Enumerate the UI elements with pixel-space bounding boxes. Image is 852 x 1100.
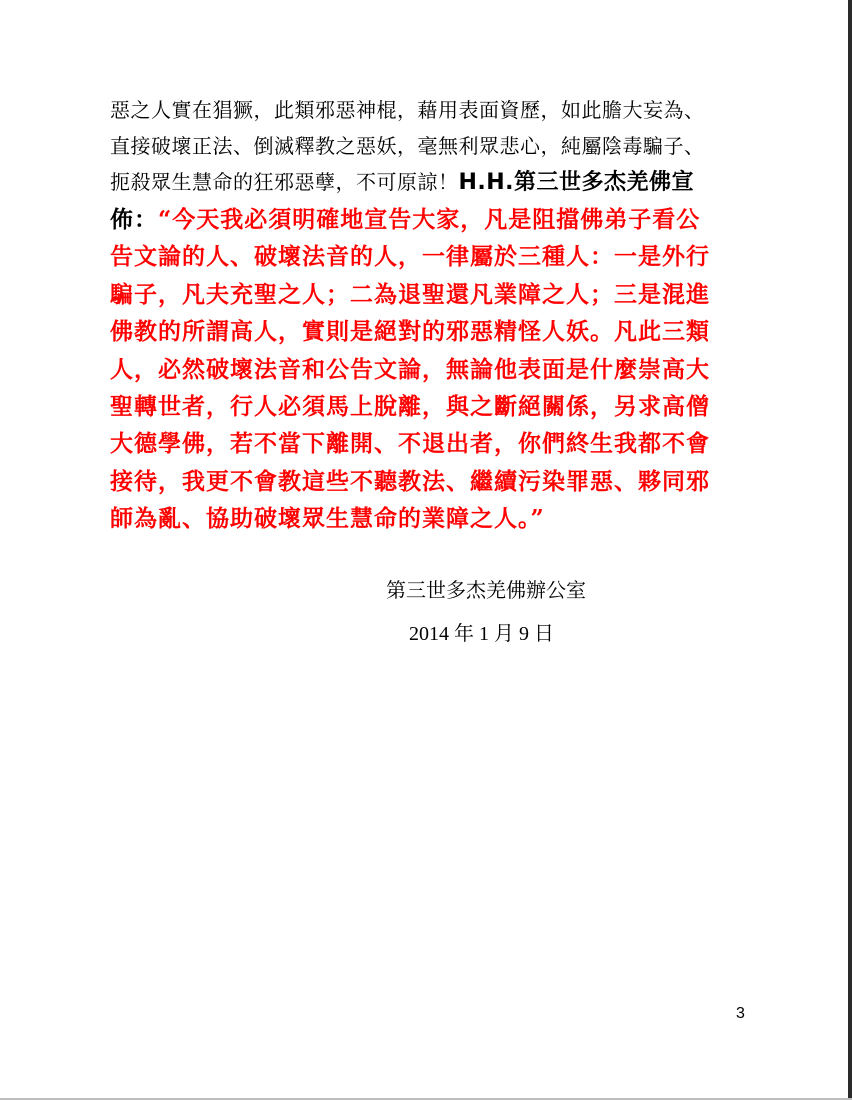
page-number: 3: [736, 1005, 745, 1022]
page-edge-right: [848, 0, 852, 1100]
date: 2014 年 1 月 9 日: [409, 623, 554, 645]
body-line-1: 惡之人實在猖獗，此類邪惡神棍，藉用表面資歷，如此膽大妄為、: [110, 98, 705, 122]
body-line-3: [110, 164, 770, 201]
quote-line-3: 騙子，凡夫充聖之人；二為退聖還凡業障之人；三是混進: [110, 280, 710, 308]
quote-line-7: 大德學佛，若不當下離開、不退出者，你們終生我都不會: [110, 430, 710, 458]
signature: 第三世多杰羌佛辦公室: [386, 578, 586, 602]
body-text: [110, 92, 770, 538]
hh-title: 第三世多杰羌佛宣: [514, 169, 695, 195]
quote-line-1-text: “今天我必須明確地宣告大家，凡是阻擋佛弟子看公: [158, 206, 701, 233]
hh-label: H.H.: [458, 170, 515, 195]
quote-line-6: 聖轉世者，行人必須馬上脫離，與之斷絕關係，另求高僧: [110, 393, 710, 421]
body-line-3-text: 扼殺眾生慧命的狂邪惡孽，不可原諒！: [110, 170, 459, 194]
quote-line-1: [110, 201, 770, 238]
quote-line-2: 告文論的人、破壞法音的人，一律屬於三種人：一是外行: [110, 243, 710, 271]
body-line-2: 直接破壞正法、倒滅釋教之惡妖，毫無利眾悲心，純屬陰毒騙子、: [110, 134, 705, 158]
quote-line-4: 佛教的所謂高人，實則是絕對的邪惡精怪人妖。凡此三類: [110, 318, 710, 346]
quote-block: [110, 201, 770, 538]
quote-line-9: 師為亂、協助破壞眾生慧命的業障之人。”: [110, 505, 545, 533]
announce-prefix: 佈：: [110, 206, 158, 233]
quote-line-5: 人，必然破壞法音和公告文論，無論他表面是什麼崇高大: [110, 355, 710, 383]
quote-line-8: 接待，我更不會教這些不聽教法、繼續污染罪惡、夥同邪: [110, 467, 710, 495]
